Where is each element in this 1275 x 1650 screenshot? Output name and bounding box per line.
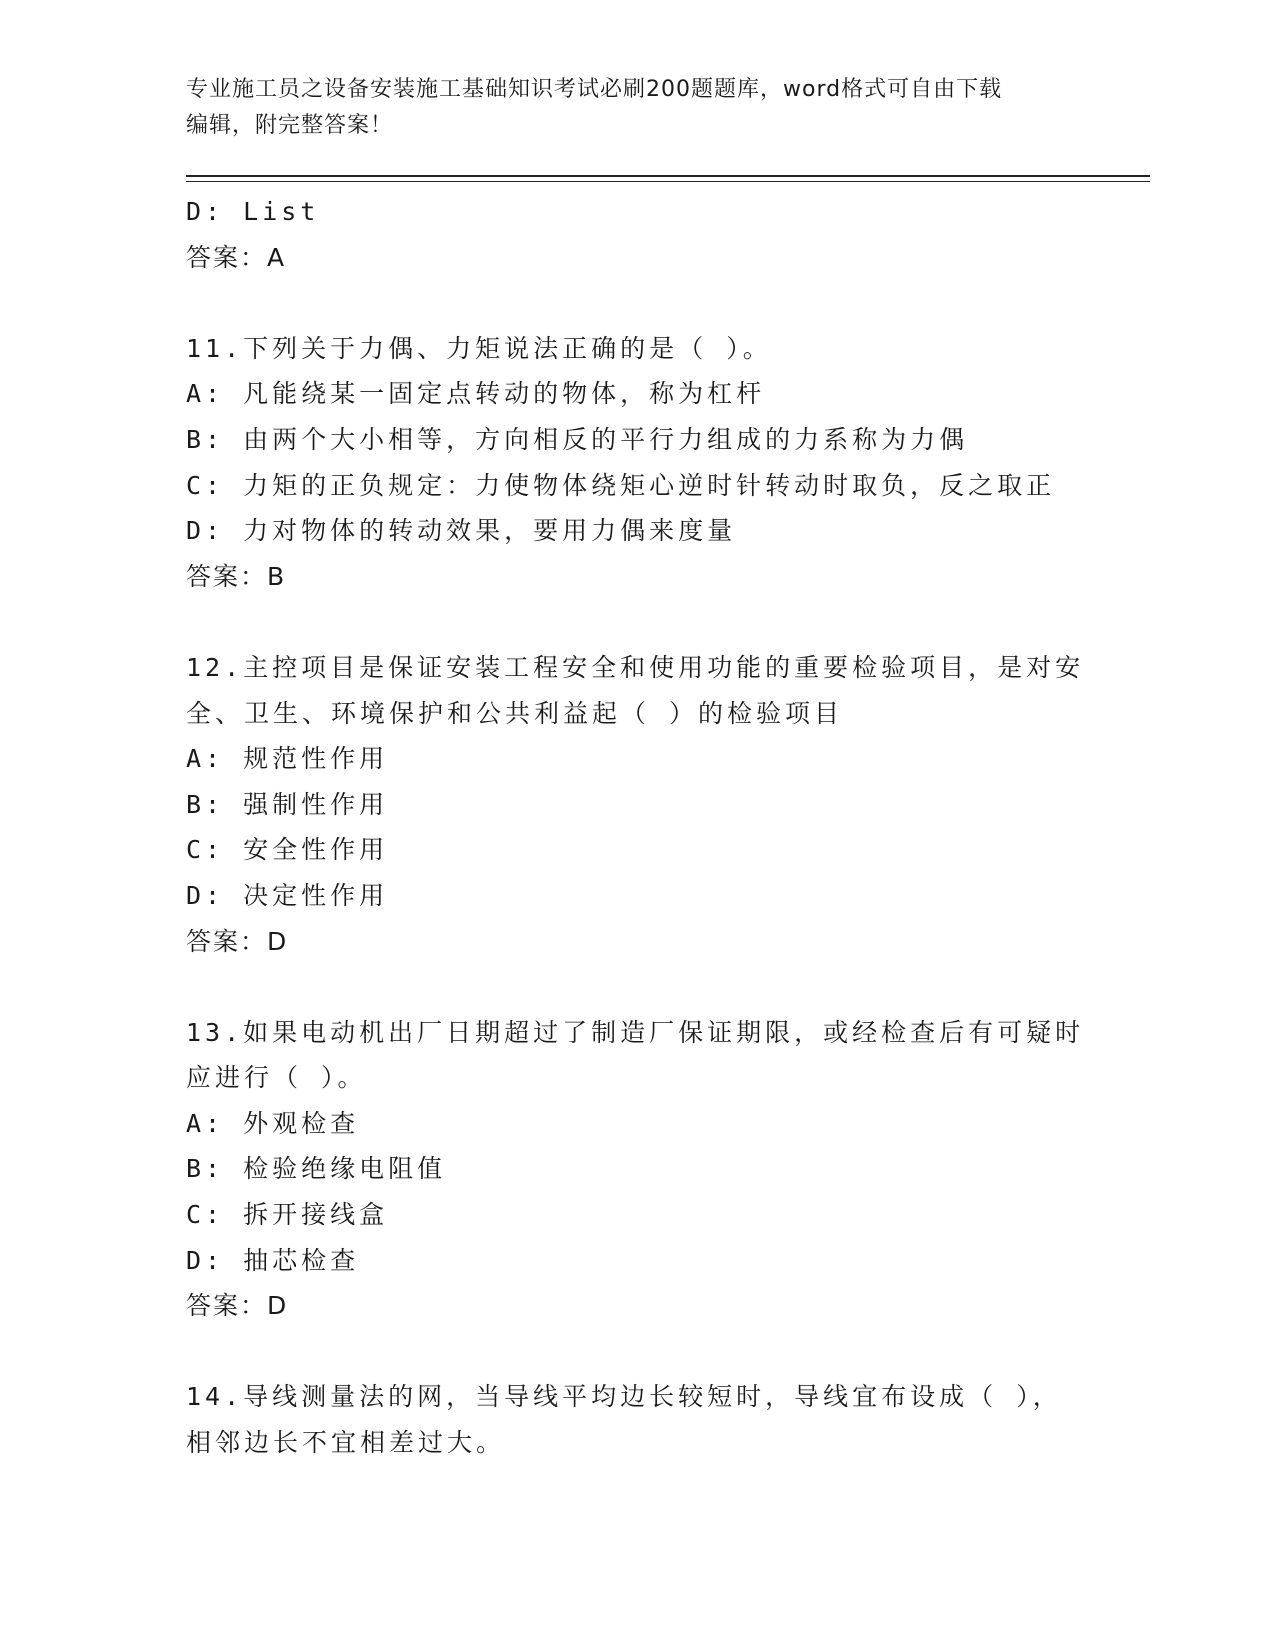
prev-answer: 答案：A	[186, 242, 287, 272]
option-c: C: 安全性作用	[186, 835, 389, 865]
prev-option-d: D: List	[186, 197, 320, 226]
header-rule-thin	[186, 181, 1150, 182]
option-b: B: 由两个大小相等，方向相反的平行力组成的力系称为力偶	[186, 424, 969, 454]
header-line-2: 编辑，附完整答案！	[186, 113, 394, 138]
header-line-1: 专业施工员之设备安装施工基础知识考试必刷200题题库，word格式可自由下载	[186, 77, 1003, 102]
option-d: D: 力对物体的转动效果，要用力偶来度量	[186, 516, 737, 546]
option-b: B: 强制性作用	[186, 789, 389, 819]
question-list	[186, 189, 1086, 1466]
question-stem: 13.如果电动机出厂日期超过了制造厂保证期限，或经检查后有可疑时	[186, 1017, 1085, 1047]
question-stem-cont: 全、卫生、环境保护和公共利益起（ ）的检验项目	[186, 698, 844, 728]
question-stem-cont: 相邻边长不宜相差过大。	[186, 1428, 506, 1458]
option-a: A: 凡能绕某一固定点转动的物体，称为杠杆	[186, 379, 766, 409]
answer: 答案：B	[186, 561, 287, 591]
question-stem-cont: 应进行（ ）。	[186, 1063, 367, 1093]
answer: 答案：D	[186, 1291, 289, 1321]
question-11	[186, 326, 1086, 600]
question-stem: 11.下列关于力偶、力矩说法正确的是（ ）。	[186, 333, 772, 363]
question-12	[186, 645, 1086, 964]
spacer	[186, 599, 1086, 645]
option-d: D: 抽芯检查	[186, 1245, 360, 1275]
question-stem: 14.导线测量法的网，当导线平均边长较短时，导线宜布设成（ ），	[186, 1382, 1062, 1412]
option-d: D: 决定性作用	[186, 880, 389, 910]
option-c: C: 拆开接线盒	[186, 1200, 389, 1230]
spacer	[186, 280, 1086, 326]
question-stem: 12.主控项目是保证安装工程安全和使用功能的重要检验项目，是对安	[186, 652, 1085, 682]
header-rule-thick	[186, 175, 1150, 177]
option-a: A: 外观检查	[186, 1108, 360, 1138]
option-a: A: 规范性作用	[186, 744, 389, 774]
spacer	[186, 964, 1086, 1010]
document-header	[186, 72, 1066, 144]
option-c: C: 力矩的正负规定：力使物体绕矩心逆时针转动时取负，反之取正	[186, 470, 1056, 500]
option-b: B: 检验绝缘电阻值	[186, 1154, 447, 1184]
question-14	[186, 1374, 1086, 1465]
spacer	[186, 1329, 1086, 1375]
question-13	[186, 1010, 1086, 1329]
answer: 答案：D	[186, 926, 289, 956]
